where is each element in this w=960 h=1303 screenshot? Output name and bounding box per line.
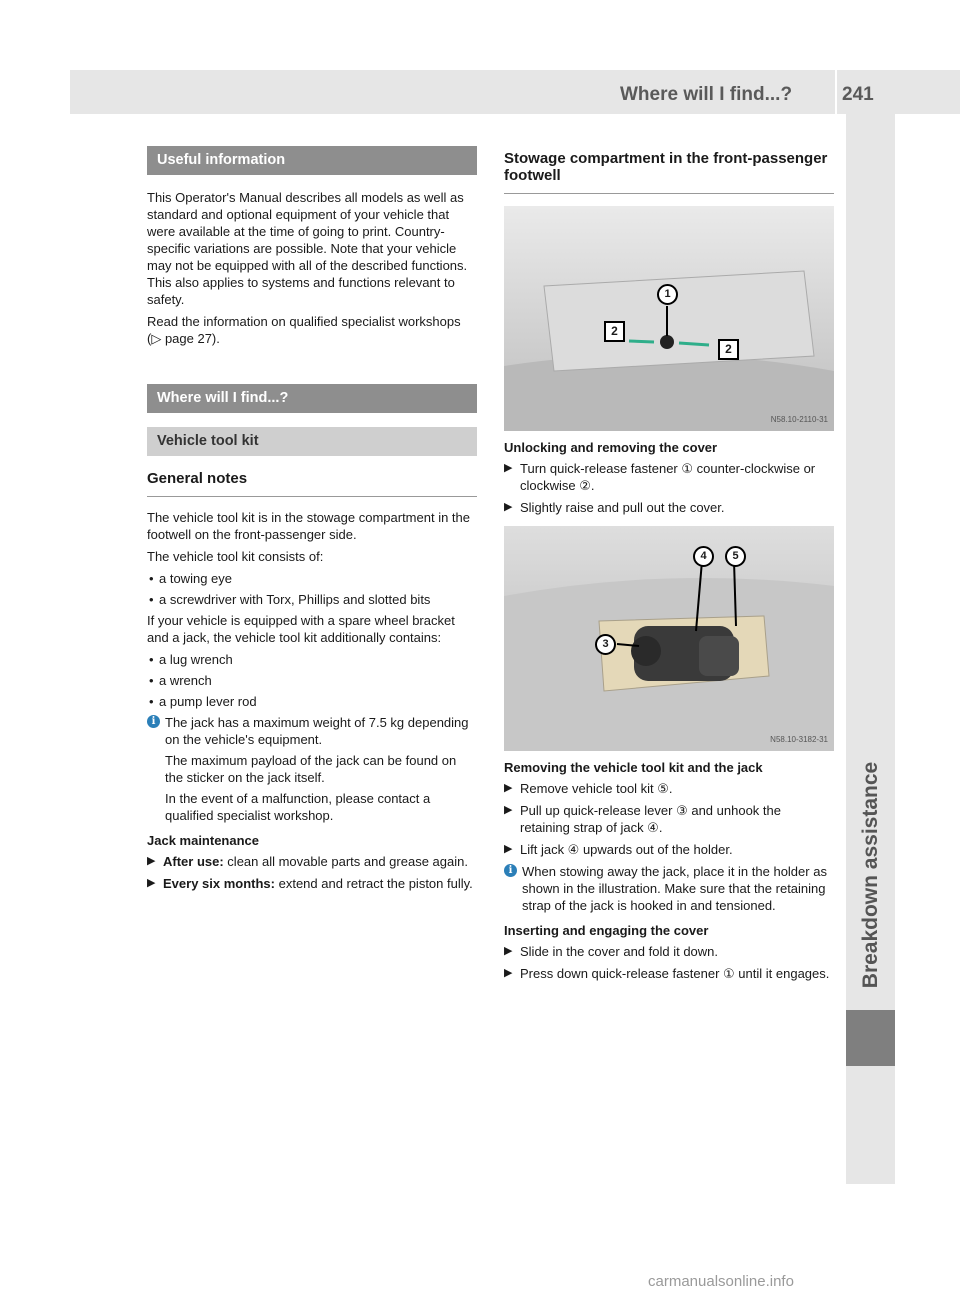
side-tab-marker <box>846 1010 895 1066</box>
arrow-icon: ▶ <box>504 945 513 957</box>
unlock-step: ▶ Turn quick-release fastener ① counter-clockwise or clockwise ②. <box>504 461 816 493</box>
unlock-heading: Unlocking and removing the cover <box>504 440 718 455</box>
arrow-icon: ▶ <box>147 855 156 867</box>
spare-wheel-intro: If your vehicle is equipped with a spare wheel bracket and a jack, the vehicle tool kit additionally contains: <box>147 613 455 645</box>
tool-kit-consists: The vehicle tool kit consists of: <box>147 549 324 564</box>
insert-step: ▶ Slide in the cover and fold it down. <box>504 944 719 959</box>
callout-4: 4 <box>693 546 714 567</box>
right-column <box>504 140 834 987</box>
callout-5: 5 <box>725 546 746 567</box>
arrow-icon: ▶ <box>504 967 513 979</box>
note-malfunction: In the event of a malfunction, please contact a qualified specialist workshop. <box>165 791 431 823</box>
note-payload: The maximum payload of the jack can be found on the sticker on the jack itself. <box>165 753 457 785</box>
unlock-step: ▶ Slightly raise and pull out the cover. <box>504 500 725 515</box>
info-icon: i <box>147 715 160 728</box>
remove-step: ▶ Lift jack ④ upwards out of the holder. <box>504 842 733 857</box>
maintenance-step: ▶ After use: clean all movable parts and grease again. <box>147 854 468 869</box>
remove-heading: Removing the vehicle tool kit and the jack <box>504 760 763 775</box>
page-header-title: Where will I find...? <box>620 84 793 105</box>
insert-heading: Inserting and engaging the cover <box>504 923 709 938</box>
arrow-icon: ▶ <box>504 843 513 855</box>
list-item: • a wrench <box>147 672 477 689</box>
arrow-icon: ▶ <box>504 804 513 816</box>
header-band <box>70 70 960 114</box>
workshop-reference[interactable]: Read the information on qualified specialist workshops (▷ page 27). <box>147 314 461 346</box>
note-weight: The jack has a maximum weight of 7.5 kg depending on the vehicle's equipment. <box>165 715 469 747</box>
useful-info-heading: Useful information <box>147 146 477 175</box>
side-tab-label: Breakdown assistance <box>859 761 882 989</box>
insert-step: ▶ Press down quick-release fastener ① until it engages. <box>504 966 830 981</box>
watermark: carmanualsonline.info <box>648 1273 794 1290</box>
info-icon: i <box>504 864 517 877</box>
tool-kit-intro: The vehicle tool kit is in the stowage compartment in the footwell on the front-passenger side. <box>147 510 470 542</box>
list-item: • a pump lever rod <box>147 693 477 710</box>
cover-illustration <box>504 206 834 431</box>
arrow-icon: ▶ <box>504 782 513 794</box>
arrow-icon: ▶ <box>147 877 156 889</box>
arrow-icon: ▶ <box>504 501 513 513</box>
callout-3: 3 <box>595 634 616 655</box>
list-item: • a screwdriver with Torx, Phillips and slotted bits <box>147 591 477 608</box>
where-heading: Where will I find...? <box>147 384 477 413</box>
jack-note <box>147 714 477 824</box>
header-separator <box>835 70 837 114</box>
general-notes-heading: General notes <box>147 470 477 497</box>
photo-jack <box>504 526 834 751</box>
stowage-heading: Stowage compartment in the front-passenger footwell <box>504 150 834 194</box>
remove-step: ▶ Remove vehicle tool kit ⑤. <box>504 781 673 796</box>
list-item: • a towing eye <box>147 570 477 587</box>
photo-cover <box>504 206 834 431</box>
left-column <box>147 140 477 897</box>
stowing-note: i When stowing away the jack, place it in the holder as shown in the illustration. Make sure that the retaining strap of the jack is hooked in and tensioned. <box>504 863 834 914</box>
jack-illustration <box>504 526 834 751</box>
callout-2-right: 2 <box>718 339 739 360</box>
photo-code: N58.10-2110-31 <box>770 415 828 424</box>
remove-step: ▶ Pull up quick-release lever ③ and unhook the retaining strap of jack ④. <box>504 803 781 835</box>
maintenance-step: ▶ Every six months: extend and retract the piston fully. <box>147 876 473 891</box>
jack-maintenance-heading: Jack maintenance <box>147 833 260 848</box>
photo-code: N58.10-3182-31 <box>770 735 828 744</box>
list-item: • a lug wrench <box>147 651 477 668</box>
callout-2-left: 2 <box>604 321 625 342</box>
useful-info-text: This Operator's Manual describes all models as well as standard and optional equipment of your vehicle that were available at the time of going to print. Country-specific variations are possible. Note that your vehicle may not be equipped with all of the described functions. This also applies to systems and functions relevant to safety. <box>147 190 468 307</box>
callout-1: 1 <box>657 284 678 305</box>
tool-kit-heading: Vehicle tool kit <box>147 427 477 456</box>
page-number: 241 <box>842 84 874 105</box>
arrow-icon: ▶ <box>504 462 513 474</box>
